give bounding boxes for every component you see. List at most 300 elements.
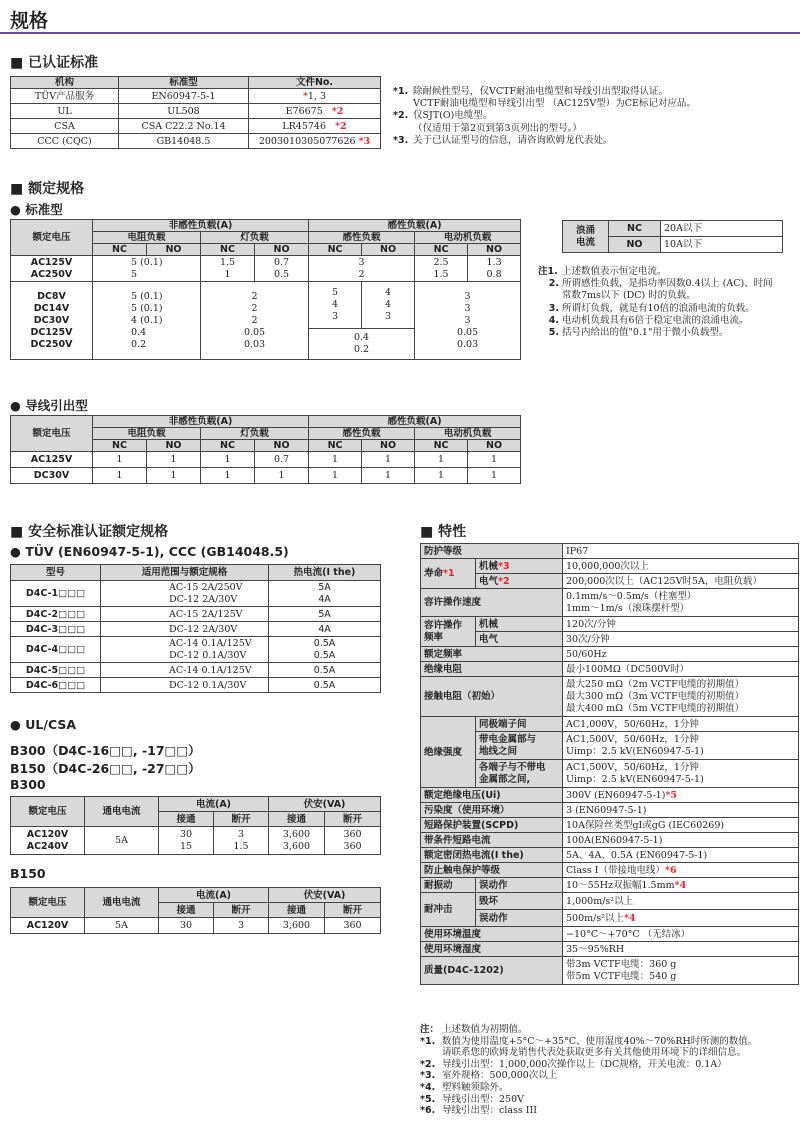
feature-sublabel: 同极端子间 — [476, 717, 563, 732]
note-key: *2. — [420, 1058, 436, 1070]
spec-cell — [101, 637, 269, 663]
current-cell: 0.5A — [269, 663, 381, 678]
model-cell: D4C-5□□□ — [11, 663, 101, 678]
note-text: 电动机负载具有6倍于稳定电流的浪涌电流。 — [562, 314, 749, 326]
voltage-ac125: AC125V — [30, 256, 73, 268]
note-text: 数值为使用温度+5°C～+35°C、使用湿度40%～70%RH时所测的数值。 — [442, 1035, 758, 1047]
note-text: 塑料触须除外。 — [442, 1081, 509, 1093]
header-va: 伏安(VA) — [269, 888, 381, 903]
table-row — [11, 827, 381, 855]
value: 5 — [131, 268, 138, 280]
header-resistive: 电阻负载 — [93, 428, 201, 440]
tuv-table — [10, 564, 381, 693]
note-key: 5. — [548, 327, 559, 339]
feature-value — [563, 910, 799, 927]
feature-label: 耐冲击 — [421, 893, 476, 927]
note-text: 仅SJT(O)电缆型。 — [413, 110, 493, 122]
table-row — [11, 581, 381, 607]
cert-file — [249, 119, 381, 134]
header-carry: 通电电流 — [85, 888, 159, 918]
header-no: NO — [255, 244, 309, 256]
inrush-nc-value: 20A以下 — [661, 221, 783, 237]
feature-label — [421, 617, 476, 647]
note-mark: *1 — [443, 568, 455, 579]
cert-file-value: LR45746 — [282, 120, 327, 132]
tuv-heading: ● TÜV (EN60947-5-1), CCC (GB14048.5) — [10, 544, 289, 559]
note-key: *4. — [420, 1081, 436, 1093]
current-cell — [269, 637, 381, 663]
break-cell — [214, 827, 269, 855]
header-inductive: 感性负载(A) — [309, 416, 521, 428]
b300-label: B300 — [10, 777, 46, 792]
header-no: NO — [147, 244, 201, 256]
feature-sublabel — [476, 732, 563, 760]
feature-value — [563, 788, 799, 803]
header-motor: 电动机负载 — [415, 232, 521, 244]
label-text: 金属部之间, — [479, 773, 531, 785]
value: 3 — [464, 302, 471, 314]
resistive-cell — [93, 282, 201, 360]
inrush-label-line: 浪涌 — [575, 224, 595, 236]
inductive-no-cell — [362, 282, 415, 329]
note-key: *3. — [420, 1070, 436, 1082]
motor-cell — [415, 282, 521, 360]
value-cell: 1 — [415, 468, 468, 484]
note-text: 导线引出型：class III — [442, 1105, 538, 1117]
value: 0.5A — [313, 637, 336, 649]
value: 3 — [385, 310, 392, 322]
value: 0.5 — [273, 268, 290, 280]
header-break: 断开 — [214, 812, 269, 827]
value: 3 — [358, 256, 365, 268]
standard-type-heading: ● 标准型 — [10, 202, 63, 217]
note-key: *1. — [420, 1035, 436, 1047]
feature-label: 绝缘电阻 — [421, 662, 563, 677]
note-key: 注： — [420, 1024, 440, 1035]
inrush-no-value: 10A以下 — [661, 237, 783, 253]
note-text: 导线引出型：250V — [442, 1093, 524, 1105]
table-row — [421, 893, 799, 910]
value: AC-14 0.1A/125V — [169, 637, 252, 649]
b150-models: B150（D4C-26□□, -27□□） — [10, 761, 201, 776]
voltage-cell: AC125V — [11, 452, 93, 468]
table-row — [11, 256, 521, 282]
feature-sublabel: 误动作 — [476, 878, 563, 893]
value: 360 — [343, 828, 362, 840]
value: 5 — [332, 286, 339, 298]
spec-cell: DC-12 2A/30V — [101, 622, 269, 637]
table-row — [11, 104, 381, 119]
model-cell: D4C-2□□□ — [11, 607, 101, 622]
table-row — [421, 559, 799, 574]
voltage-dc14: DC14V — [33, 302, 70, 314]
note-text: 室外规格：500,000次以上 — [442, 1070, 558, 1082]
value: DC-12 0.1A/30V — [169, 649, 247, 661]
value-cell: 1 — [415, 452, 468, 468]
value: 0.05 — [243, 326, 266, 338]
value: 0.03 — [243, 338, 266, 350]
feature-value: 最小100MΩ（DC500V时） — [563, 662, 799, 677]
table-row — [11, 119, 381, 134]
value: AC240V — [26, 840, 69, 852]
feature-value: IP67 — [563, 544, 799, 559]
feature-sublabel — [476, 760, 563, 788]
value: 2 — [251, 314, 258, 326]
value-cell: 1 — [362, 468, 415, 484]
break-cell: 3 — [214, 918, 269, 934]
note-mark: *5 — [665, 789, 677, 801]
note-key — [538, 290, 562, 302]
feature-sublabel — [476, 574, 563, 589]
cert-file — [249, 104, 381, 119]
value: 500m/s²以上 — [566, 912, 625, 924]
header-nc: NC — [93, 244, 147, 256]
note-key — [393, 123, 413, 135]
feature-value: 5A、4A、0.5A (EN60947-5-1) — [563, 848, 799, 863]
note-key: *1. — [393, 86, 409, 97]
voltage-cell: DC30V — [11, 468, 93, 484]
table-row — [421, 574, 799, 589]
note-mark: *6 — [665, 864, 677, 876]
header-lamp: 灯负载 — [201, 232, 309, 244]
header-spec: 适用范围与额定规格 — [101, 565, 269, 581]
certified-table — [10, 76, 381, 149]
note-text: （仅适用于第2页到第3页列出的型号。） — [413, 122, 582, 134]
note-key: *5. — [420, 1093, 436, 1105]
value-cell: 1 — [93, 452, 147, 468]
inductive-nc-cell — [309, 282, 362, 329]
value: 2 — [251, 290, 258, 302]
table-row — [421, 848, 799, 863]
spec-cell — [101, 581, 269, 607]
header-thermal: 热电流(I the) — [269, 565, 381, 581]
feature-value: 3 (EN60947-5-1) — [563, 803, 799, 818]
header-nc: NC — [201, 440, 255, 452]
table-row — [421, 732, 799, 760]
model-cell: D4C-6□□□ — [11, 678, 101, 693]
cert-std: GB14048.5 — [119, 134, 249, 149]
table-row — [421, 662, 799, 677]
note-text: 除耐候性型号，仅VCTF耐油电缆型和导线引出型取得认证。 — [413, 86, 669, 97]
header-break: 断开 — [214, 903, 269, 918]
table-row — [11, 89, 381, 104]
value: 5 (0.1) — [131, 256, 163, 268]
table-row — [11, 468, 521, 484]
note-text: 导线引出型：1,000,000次操作以上（DC规格，开关电流：0.1A） — [442, 1058, 727, 1070]
value: AC1,500V，50/60Hz，1分钟 — [566, 761, 699, 773]
value: 3,600 — [282, 828, 311, 840]
header-no: NO — [362, 244, 415, 256]
resistive-cell — [93, 256, 201, 282]
value: 0.4 — [353, 331, 370, 343]
value: 15 — [179, 840, 193, 852]
feature-value — [563, 589, 799, 617]
carry-cell: 5A — [85, 918, 159, 934]
cert-org: TÜV产品服务 — [11, 89, 119, 104]
feature-label: 带条件短路电流 — [421, 833, 563, 848]
inrush-label — [563, 221, 609, 253]
va-make-cell — [269, 827, 325, 855]
table-row — [421, 677, 799, 717]
cert-std: EN60947-5-1 — [119, 89, 249, 104]
value: 0.2 — [353, 343, 370, 355]
rated-standard-table — [10, 219, 521, 360]
value: 4 (0.1) — [131, 314, 163, 326]
feature-label: 使用环境温度 — [421, 927, 563, 942]
feature-value: AC1,000V，50/60Hz，1分钟 — [563, 717, 799, 732]
header-nc: NC — [309, 244, 362, 256]
note-key: 4. — [548, 314, 559, 326]
ul-csa-heading: ● UL/CSA — [10, 717, 77, 732]
table-row — [11, 622, 381, 637]
label-text: 电气 — [479, 575, 499, 587]
feature-label: 短路保护装置(SCPD) — [421, 818, 563, 833]
make-cell — [159, 827, 214, 855]
feature-label: 防止触电保护等级 — [421, 863, 563, 878]
value: 4 — [385, 298, 392, 310]
note-text: VCTF耐油电缆型和导线引出型 （AC125V型）为CE标记对应品。 — [413, 98, 696, 110]
label-text: 机械 — [479, 560, 499, 572]
feature-sublabel: 误动作 — [476, 910, 563, 927]
value: 3 — [464, 290, 471, 302]
note-key: 2. — [548, 278, 559, 290]
note-mark: *4 — [624, 912, 636, 924]
value-cell: 1 — [309, 468, 362, 484]
cert-std: CSA C22.2 No.14 — [119, 119, 249, 134]
inductive-cell — [309, 256, 415, 282]
value: 1 — [224, 268, 231, 280]
model-cell: D4C-4□□□ — [11, 637, 101, 663]
voltage-dc30: DC30V — [33, 314, 70, 326]
feature-sublabel — [476, 559, 563, 574]
voltage-dc125: DC125V — [30, 326, 73, 338]
table-row — [11, 134, 381, 149]
inrush-label-line: 电流 — [575, 236, 595, 248]
feature-value — [563, 677, 799, 717]
feature-value — [563, 760, 799, 788]
feature-label: 耐振动 — [421, 878, 476, 893]
voltage-ac250: AC250V — [30, 268, 73, 280]
feature-value — [563, 957, 799, 985]
header-carry: 通电电流 — [85, 797, 159, 827]
voltage-cell — [11, 282, 93, 360]
value-cell: 1 — [255, 468, 309, 484]
label-text: 容许操作 — [424, 619, 463, 631]
safety-heading: ■ 安全标准认证额定规格 — [10, 524, 169, 540]
motor-nc-cell — [415, 256, 468, 282]
feature-value: 35～95%RH — [563, 942, 799, 957]
value: 最大400 mΩ（5m VCTF电缆的初期值） — [566, 702, 745, 714]
value-cell: 0.7 — [255, 452, 309, 468]
header-make: 接通 — [269, 812, 325, 827]
header-no: NO — [468, 440, 521, 452]
b300-models: B300（D4C-16□□, -17□□） — [10, 743, 201, 758]
value-cell: 1 — [93, 468, 147, 484]
value: Uimp：2.5 kV(EN60947-5-1) — [566, 773, 704, 785]
header-make: 接通 — [159, 903, 214, 918]
header-break: 断开 — [325, 903, 381, 918]
header-lamp: 灯负载 — [201, 428, 309, 440]
value: DC-12 2A/30V — [169, 593, 238, 605]
value: 1mm～1m/s（滚珠摆杆型） — [566, 602, 690, 614]
va-break-cell: 360 — [325, 918, 381, 934]
features-heading: ■ 特性 — [420, 524, 467, 540]
header-voltage: 额定电压 — [11, 416, 93, 452]
inductive-low-cell — [309, 328, 415, 359]
value: 1.5 — [433, 268, 449, 280]
feature-value — [563, 863, 799, 878]
header-model: 型号 — [11, 565, 101, 581]
header-inductive: 感性负载(A) — [309, 220, 521, 232]
value: 0.05 — [456, 326, 479, 338]
table-row — [11, 282, 521, 329]
b300-table — [10, 796, 381, 855]
value: 5 (0.1) — [131, 290, 163, 302]
value: AC-15 2A/250V — [169, 581, 243, 593]
value: 300V (EN60947-5-1) — [566, 789, 666, 801]
feature-value: 200,000次以上（AC125V时5A，电阻负载） — [563, 574, 799, 589]
certified-header-org: 机构 — [11, 77, 119, 89]
feature-label: 质量(D4C-1202) — [421, 957, 563, 985]
note-key: *2. — [393, 110, 409, 122]
header-nc: NC — [415, 440, 468, 452]
value-cell: 1 — [147, 452, 201, 468]
value: 2 — [358, 268, 365, 280]
note-key: *3. — [393, 134, 409, 146]
value: 0.8 — [486, 268, 502, 280]
value: 5 (0.1) — [131, 302, 163, 314]
feature-label — [421, 559, 476, 589]
cert-file-value: 2003010305077626 — [258, 135, 356, 147]
table-row — [421, 957, 799, 985]
table-row — [421, 863, 799, 878]
feature-value: −10°C～+70°C （无结冰） — [563, 927, 799, 942]
motor-no-cell — [468, 256, 521, 282]
note-mark: *3 — [498, 560, 510, 572]
value: 0.4 — [131, 326, 147, 338]
label-text: 地线之间 — [479, 745, 518, 757]
note-text: 所谓感性负载，是指功率因数0.4以上 (AC)、时间 — [562, 278, 773, 290]
header-inductive-load: 感性负载 — [309, 428, 415, 440]
header-nc: NC — [93, 440, 147, 452]
rated-notes — [538, 266, 773, 339]
rated-heading: ■ 额定规格 — [10, 181, 85, 197]
cert-org: CSA — [11, 119, 119, 134]
spec-cell: DC-12 0.1A/30V — [101, 678, 269, 693]
table-row — [11, 678, 381, 693]
value: 0.1mm/s～0.5m/s（柱塞型） — [566, 590, 697, 602]
feature-label: 容许操作速度 — [421, 589, 563, 617]
voltage-cell — [11, 256, 93, 282]
cert-file-value: 1, 3 — [307, 90, 327, 102]
feature-sublabel: 机械 — [476, 617, 563, 632]
label-text: 带电金属部与 — [479, 733, 537, 745]
table-row — [421, 833, 799, 848]
note-mark: *2 — [331, 105, 344, 117]
note-text: 括号内给出的值"0.1"用于微小负载型。 — [562, 327, 729, 339]
value: 最大250 mΩ（2m VCTF电缆的初期值） — [566, 678, 745, 690]
feature-label: 额定密闭热电流(I the) — [421, 848, 563, 863]
table-row — [421, 760, 799, 788]
feature-value: 50/60Hz — [563, 647, 799, 662]
feature-label: 接触电阻（初始） — [421, 677, 563, 717]
feature-value — [563, 878, 799, 893]
value: Uimp：2.5 kV(EN60947-5-1) — [566, 745, 704, 757]
features-notes — [420, 1024, 757, 1117]
table-row — [421, 927, 799, 942]
carry-cell: 5A — [85, 827, 159, 855]
value: AC120V — [26, 828, 69, 840]
inrush-table — [562, 220, 783, 253]
model-cell: D4C-3□□□ — [11, 622, 101, 637]
table-row — [11, 918, 381, 934]
value: 4 — [385, 286, 392, 298]
feature-sublabel: 毁坏 — [476, 893, 563, 910]
header-voltage: 额定电压 — [11, 797, 85, 827]
cert-file — [249, 89, 381, 104]
model-cell: D4C-1□□□ — [11, 581, 101, 607]
value: Class I（带接地电线） — [566, 864, 666, 876]
value: 1.5 — [233, 840, 249, 852]
value: 10～55Hz双振幅1.5mm — [566, 879, 675, 891]
value: 4 — [332, 298, 339, 310]
value: AC1,500V，50/60Hz，1分钟 — [566, 733, 699, 745]
value-cell: 1 — [468, 468, 521, 484]
value: 30 — [179, 828, 193, 840]
rated-lead-table — [10, 415, 521, 484]
value: 2.5 — [433, 256, 449, 268]
va-break-cell — [325, 827, 381, 855]
value-cell: 1 — [201, 452, 255, 468]
value-cell: 1 — [201, 468, 255, 484]
table-row — [421, 803, 799, 818]
voltage-cell: AC120V — [11, 918, 85, 934]
value: 1.3 — [486, 256, 502, 268]
note-mark: *2 — [335, 120, 347, 132]
value: 360 — [343, 840, 362, 852]
value: 3 — [464, 314, 471, 326]
current-cell: 4A — [269, 622, 381, 637]
value-cell: 1 — [362, 452, 415, 468]
certified-heading: ■ 已认证标准 — [10, 55, 99, 71]
feature-label: 额定频率 — [421, 647, 563, 662]
voltage-dc250: DC250V — [30, 338, 73, 350]
note-key: *6. — [420, 1105, 436, 1117]
va-make-cell: 3,600 — [269, 918, 325, 934]
spec-cell: AC-15 2A/125V — [101, 607, 269, 622]
value: 带5m VCTF电缆：540 g — [566, 970, 677, 982]
note-mark: *3 — [358, 135, 371, 147]
table-row — [421, 818, 799, 833]
cert-org: CCC (CQC) — [11, 134, 119, 149]
header-no: NO — [468, 244, 521, 256]
feature-label: 污染度（使用环境） — [421, 803, 563, 818]
header-nc: NC — [309, 440, 362, 452]
table-row — [421, 878, 799, 893]
cert-std: UL508 — [119, 104, 249, 119]
value: 3 — [237, 828, 245, 840]
header-noninductive: 非感性负载(A) — [93, 416, 309, 428]
note-mark: *2 — [498, 575, 510, 587]
voltage-dc8: DC8V — [37, 290, 66, 302]
table-row — [421, 788, 799, 803]
header-nc: NC — [201, 244, 255, 256]
feature-value — [563, 732, 799, 760]
lamp-nc-cell — [201, 256, 255, 282]
spec-cell: AC-14 0.1A/125V — [101, 663, 269, 678]
note-text: 请联系您的欧姆龙销售代表处获取更多有关其他使用环境下的详细信息。 — [442, 1047, 747, 1059]
current-cell: 0.5A — [269, 678, 381, 693]
